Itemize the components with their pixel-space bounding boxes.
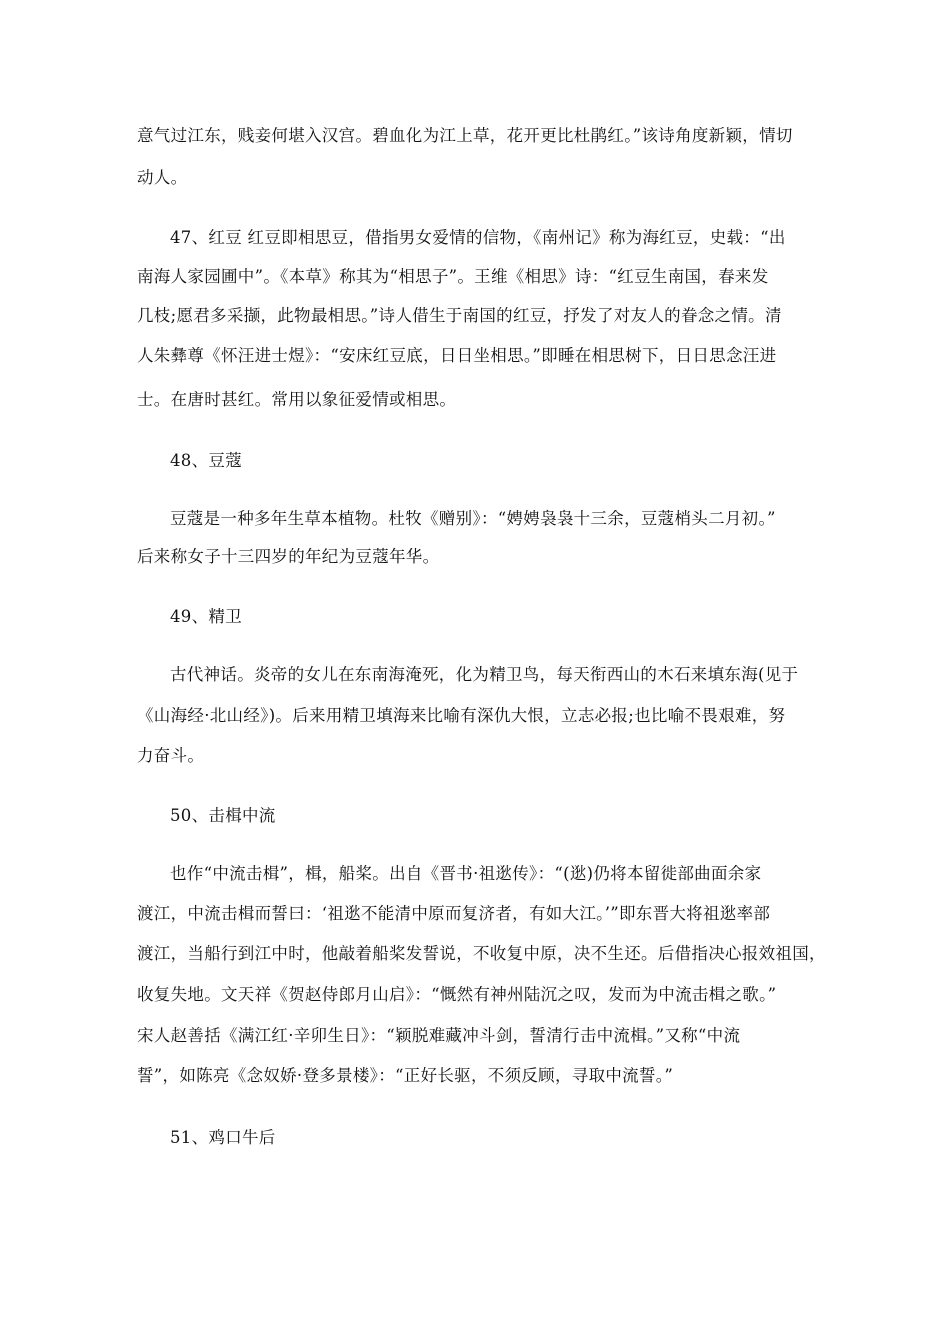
paragraph-line: 士。在唐时甚红。常用以象征爱情或相思。	[137, 390, 457, 409]
section-heading: 50、击楫中流	[170, 806, 276, 825]
paragraph-line: 几枝;愿君多采撷，此物最相思。”诗人借生于南国的红豆，抒发了对友人的眷念之情。清	[137, 306, 782, 325]
paragraph-line: 收复失地。文天祥《贺赵侍郎月山启》：“慨然有神州陆沉之叹，发而为中流击楫之歌。”	[137, 985, 777, 1004]
paragraph-line: 动人。	[137, 168, 188, 187]
paragraph-line: 力奋斗。	[137, 746, 205, 765]
paragraph-line: 渡江，当船行到江中时，他敲着船桨发誓说，不收复中原，决不生还。后借指决心报效祖国，	[137, 944, 826, 963]
paragraph-line: 南海人家园圃中”。《本草》称其为“相思子”。王维《相思》诗：“红豆生南国，春来发	[137, 267, 769, 286]
paragraph-line: 47、红豆 红豆即相思豆，借指男女爱情的信物，《南州记》称为海红豆，史载：“出	[170, 228, 786, 247]
paragraph-line: 后来称女子十三四岁的年纪为豆蔻年华。	[137, 547, 440, 566]
section-heading: 51、鸡口牛后	[170, 1128, 276, 1147]
paragraph-line: 宋人赵善括《满江红·辛卯生日》：“颖脱难藏冲斗剑，誓清行击中流楫。”又称“中流	[137, 1026, 741, 1045]
paragraph-line: 渡江，中流击楫而誓曰：‘祖逖不能清中原而复济者，有如大江。’”即东晋大将祖逖率部	[137, 904, 771, 923]
section-heading: 49、精卫	[170, 607, 242, 626]
paragraph-line: 《山海经·北山经》)。后来用精卫填海来比喻有深仇大恨，立志必报;也比喻不畏艰难，努	[137, 706, 786, 725]
paragraph-line: 誓”，如陈亮《念奴娇·登多景楼》：“正好长驱，不须反顾，寻取中流誓。”	[137, 1066, 674, 1085]
paragraph-line: 也作“中流击楫”，楫，船桨。出自《晋书·祖逖传》：“(逖)仍将本留徙部曲面余家	[170, 864, 762, 883]
paragraph-line: 人朱彝尊《怀汪进士煜》：“安床红豆底，日日坐相思。”即睡在相思树下，日日思念汪进	[137, 346, 777, 365]
paragraph-line: 豆蔻是一种多年生草本植物。杜牧《赠别》：“娉娉袅袅十三余，豆蔻梢头二月初。”	[170, 509, 776, 528]
paragraph-line: 意气过江东，贱妾何堪入汉宫。碧血化为江上草，花开更比杜鹃红。”该诗角度新颖，情切	[137, 126, 793, 145]
paragraph-line: 古代神话。炎帝的女儿在东南海淹死，化为精卫鸟，每天衔西山的木石来填东海(见于	[170, 665, 799, 684]
section-heading: 48、豆蔻	[170, 451, 242, 470]
